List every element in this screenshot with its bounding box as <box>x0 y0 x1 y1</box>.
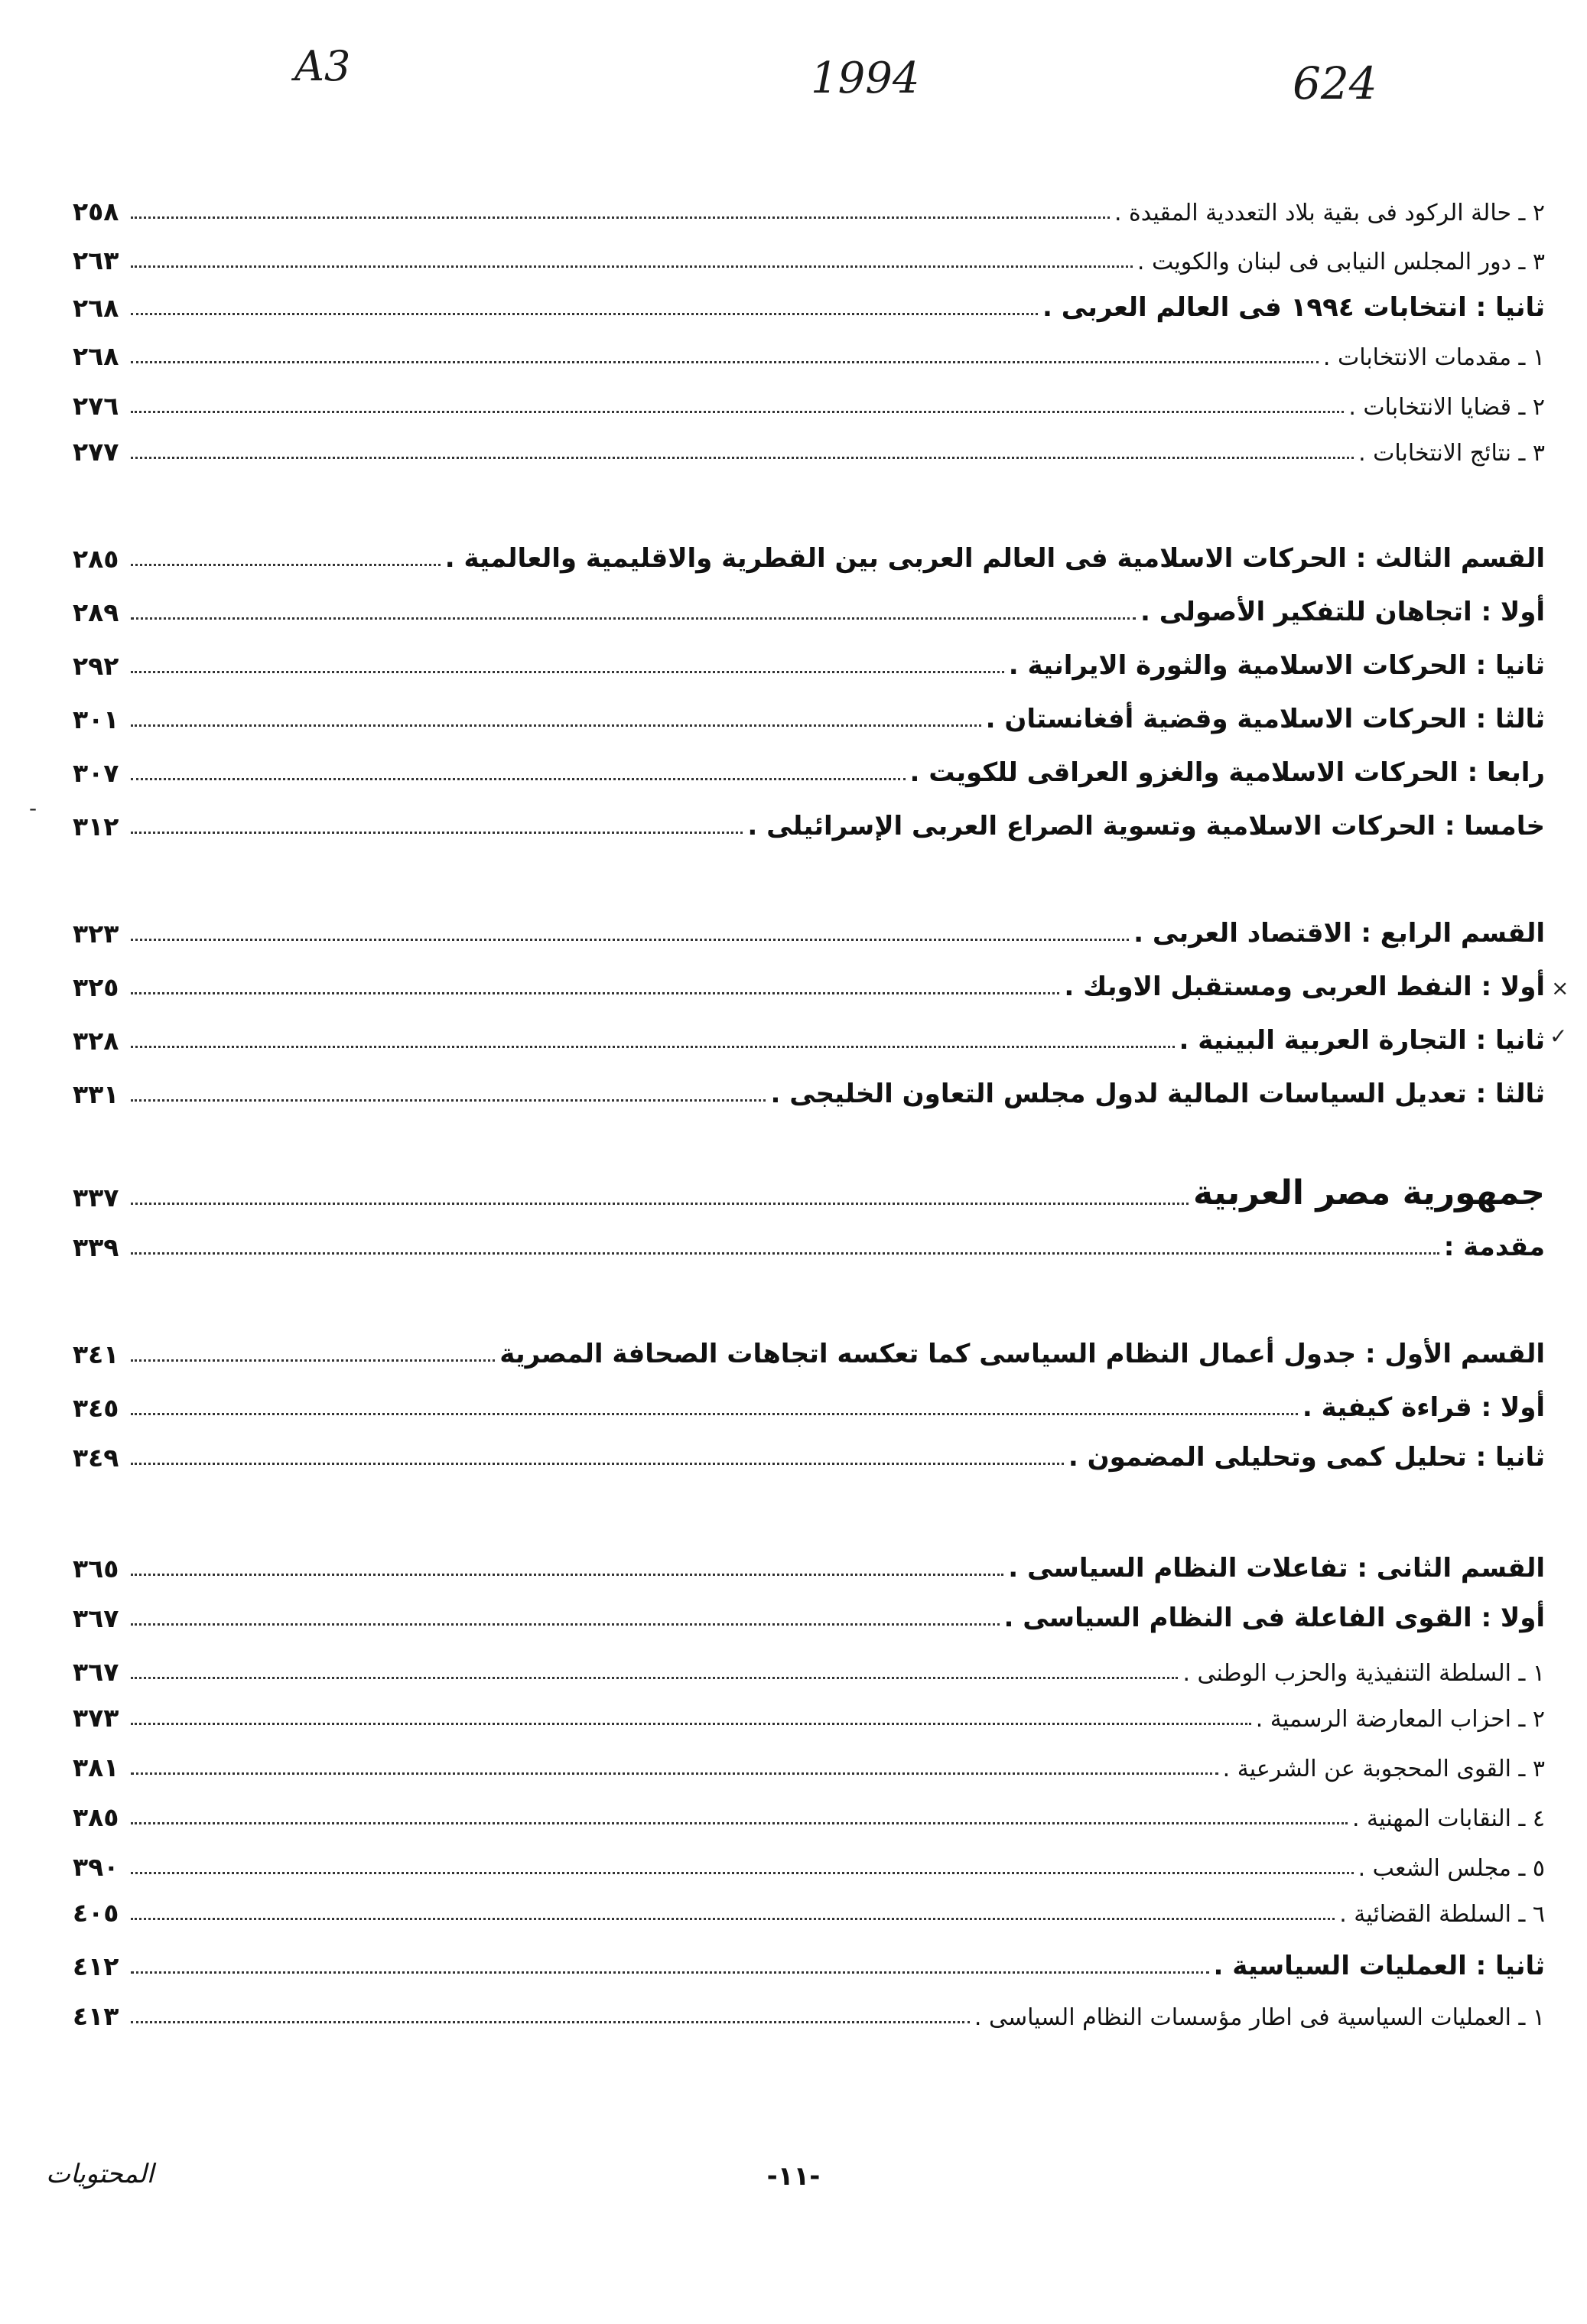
dot-leader <box>131 1623 1000 1626</box>
dot-leader <box>131 1045 1175 1048</box>
toc-entry <box>73 1687 1545 1733</box>
toc-entry-title: ١ ـ مقدمات الانتخابات . <box>1322 344 1545 371</box>
toc-entry-title: ٢ ـ حالة الركود فى بقية بلاد التعددية المقيدة . <box>1114 200 1545 226</box>
toc-page-number: ٣٣٩ <box>73 1232 119 1262</box>
toc-entry-title: ٣ ـ القوى المحجوبة عن الشرعية . <box>1222 1756 1545 1782</box>
dot-leader <box>131 670 1004 673</box>
dot-leader <box>131 1252 1439 1255</box>
toc-entry-title: ٤ ـ النقابات المهنية . <box>1351 1805 1545 1832</box>
dot-leader <box>131 216 1110 219</box>
check-mark: ✓ <box>1550 1024 1568 1049</box>
toc-entry <box>73 1323 1545 1369</box>
toc-page-number: ٣٦٧ <box>73 1603 119 1633</box>
toc-entry <box>73 325 1545 371</box>
toc-entry <box>73 742 1545 788</box>
toc-entry-title: ٢ ـ احزاب المعارضة الرسمية . <box>1255 1706 1545 1733</box>
handwritten-note-left: A3 <box>294 42 351 90</box>
toc-entry-title: رابعا : الحركات الاسلامية والغزو العراقى للكويت . <box>909 757 1545 788</box>
dot-leader <box>131 1462 1064 1465</box>
toc-entry <box>73 1985 1545 2031</box>
toc-page-number: ٣٣٧ <box>73 1183 119 1212</box>
dot-leader <box>131 1099 766 1102</box>
toc-entry <box>73 635 1545 681</box>
toc-entry-title: أولا : قراءة كيفية . <box>1302 1392 1545 1423</box>
toc-entry-title: ثانيا : تحليل كمى وتحليلى المضمون . <box>1068 1442 1545 1473</box>
toc-entry-title: ٥ ـ مجلس الشعب . <box>1358 1855 1545 1882</box>
toc-page-number: ٣٠١ <box>73 705 119 734</box>
dot-leader <box>131 312 1038 315</box>
toc-entry <box>73 421 1545 467</box>
toc-entry-title: ثانيا : التجارة العربية البينية . <box>1179 1025 1545 1056</box>
toc-entry-title: جمهورية مصر العربية <box>1193 1173 1545 1212</box>
dot-leader <box>131 410 1344 413</box>
toc-entry <box>73 1216 1545 1262</box>
toc-entry <box>73 903 1545 949</box>
toc-entry <box>73 1736 1545 1782</box>
toc-entry-title: القسم الرابع : الاقتصاد العربى . <box>1133 918 1545 949</box>
toc-page-number: ٣٣١ <box>73 1079 119 1109</box>
toc-page-number: ٣٨٥ <box>73 1802 119 1832</box>
dot-leader <box>131 1917 1335 1920</box>
toc-entry <box>73 229 1545 275</box>
dot-leader <box>131 1573 1003 1576</box>
toc-entry <box>73 1427 1545 1473</box>
toc-entry <box>73 1010 1545 1056</box>
toc-entry <box>73 1377 1545 1423</box>
dot-leader <box>131 1871 1354 1874</box>
page-number: -١١- <box>766 2161 821 2192</box>
toc-entry <box>73 277 1545 323</box>
toc-entry-title: ٣ ـ نتائج الانتخابات . <box>1358 440 1545 467</box>
toc-entry <box>73 796 1545 841</box>
toc-entry <box>73 1836 1545 1882</box>
toc-page-number: ٣٦٥ <box>73 1554 119 1584</box>
toc-entry-title: أولا : اتجاهان للتفكير الأصولى . <box>1140 597 1545 627</box>
dot-leader <box>131 456 1354 459</box>
handwritten-note-year: 1994 <box>811 54 920 103</box>
toc-entry <box>73 375 1545 421</box>
handwritten-note-right: 624 <box>1293 57 1377 109</box>
dot-leader <box>131 1772 1218 1775</box>
toc-page-number: ٢٥٨ <box>73 197 119 226</box>
toc-page-number: ٢٦٣ <box>73 246 119 275</box>
toc-entry-title: ٦ ـ السلطة القضائية . <box>1339 1901 1545 1928</box>
toc-entry <box>73 1538 1545 1584</box>
toc-entry <box>73 1641 1545 1687</box>
toc-page-number: ٤٠٥ <box>73 1898 119 1928</box>
dot-leader <box>131 617 1136 620</box>
dot-leader <box>131 1722 1251 1725</box>
toc-entry <box>73 1063 1545 1109</box>
toc-page-number: ٣٤١ <box>73 1339 119 1369</box>
toc-page-number: ٢٧٦ <box>73 391 119 421</box>
toc-entry-title: ١ ـ السلطة التنفيذية والحزب الوطنى . <box>1182 1660 1545 1687</box>
toc-page-number: ٢٩٢ <box>73 651 119 681</box>
toc-entry-title: ١ ـ العمليات السياسية فى اطار مؤسسات النظام السياسى . <box>974 2004 1545 2031</box>
toc-page-number: ٣٨١ <box>73 1753 119 1782</box>
toc-entry <box>73 528 1545 574</box>
toc-page-number: ٣٢٨ <box>73 1026 119 1056</box>
dot-leader <box>131 2020 970 2023</box>
toc-entry <box>73 1882 1545 1928</box>
toc-entry <box>73 1786 1545 1832</box>
toc-page-number: ٤١٢ <box>73 1951 119 1981</box>
toc-entry-title: أولا : القوى الفاعلة فى النظام السياسى . <box>1003 1603 1545 1633</box>
toc-entry-title: مقدمة : <box>1443 1232 1545 1262</box>
dot-leader <box>131 1676 1178 1679</box>
toc-page-number: ٢٧٧ <box>73 437 119 467</box>
toc-entry <box>73 1935 1545 1981</box>
toc-page-number: ٣٩٠ <box>73 1852 119 1882</box>
toc-entry-title: ثانيا : العمليات السياسية . <box>1213 1951 1545 1981</box>
dot-leader <box>131 1971 1209 1974</box>
toc-page-number: ٤١٣ <box>73 2001 119 2031</box>
toc-page-number: ٣٢٣ <box>73 919 119 949</box>
toc-entry <box>73 181 1545 226</box>
toc-page-number: ٣٤٥ <box>73 1393 119 1423</box>
toc-entry <box>73 581 1545 627</box>
toc-entry-title: ثانيا : انتخابات ١٩٩٤ فى العالم العربى . <box>1042 292 1545 323</box>
toc-entry-title: القسم الثالث : الحركات الاسلامية فى العالم العربى بين القطرية والاقليمية والعالمية . <box>444 543 1545 574</box>
toc-page-number: ٢٦٨ <box>73 293 119 323</box>
toc-entry-title: القسم الأول : جدول أعمال النظام السياسى كما تعكسه اتجاهات الصحافة المصرية <box>499 1339 1545 1369</box>
toc-page-number: ٣٢٥ <box>73 972 119 1002</box>
dot-leader <box>131 724 981 727</box>
dot-leader <box>131 360 1319 363</box>
toc-page-number: ٣٠٧ <box>73 758 119 788</box>
toc-entry-title: أولا : النفط العربى ومستقبل الاوبك . <box>1064 972 1545 1002</box>
toc-entry <box>73 1167 1545 1212</box>
toc-entry <box>73 1587 1545 1633</box>
toc-page-number: ٣٤٩ <box>73 1443 119 1473</box>
dot-leader <box>131 1359 495 1362</box>
toc-page-number: ٣٦٧ <box>73 1657 119 1687</box>
toc-page-number: ٣١٢ <box>73 812 119 841</box>
dot-leader <box>131 265 1133 268</box>
toc-entry-title: القسم الثانى : تفاعلات النظام السياسى . <box>1008 1553 1545 1584</box>
toc-page-number: ٣٧٣ <box>73 1703 119 1733</box>
dot-leader <box>131 563 441 566</box>
toc-page-number: ٢٦٨ <box>73 341 119 371</box>
dot-leader <box>131 1202 1189 1205</box>
dot-leader <box>131 831 743 834</box>
footer-section-title: المحتويات <box>46 2159 154 2189</box>
toc-page-number: ٢٨٩ <box>73 597 119 627</box>
toc-entry-title: ثالثا : الحركات الاسلامية وقضية أفغانستان . <box>985 704 1545 734</box>
x-mark: × <box>1551 975 1569 1001</box>
toc-entry <box>73 688 1545 734</box>
toc-entry-title: خامسا : الحركات الاسلامية وتسوية الصراع العربى الإسرائيلى . <box>747 811 1545 841</box>
dot-leader <box>131 938 1129 941</box>
toc-entry-title: ٢ ـ قضايا الانتخابات . <box>1348 394 1545 421</box>
dot-leader <box>131 777 906 780</box>
toc-entry-title: ٣ ـ دور المجلس النيابى فى لبنان والكويت . <box>1137 249 1545 275</box>
toc-entry <box>73 956 1545 1002</box>
dot-leader <box>131 1412 1298 1415</box>
dash-mark: - <box>29 796 37 821</box>
toc-entry-title: ثانيا : الحركات الاسلامية والثورة الايرانية . <box>1008 650 1545 681</box>
dot-leader <box>131 991 1059 994</box>
toc-page-number: ٢٨٥ <box>73 544 119 574</box>
dot-leader <box>131 1821 1348 1824</box>
toc-entry-title: ثالثا : تعديل السياسات المالية لدول مجلس التعاون الخليجى . <box>770 1079 1545 1109</box>
